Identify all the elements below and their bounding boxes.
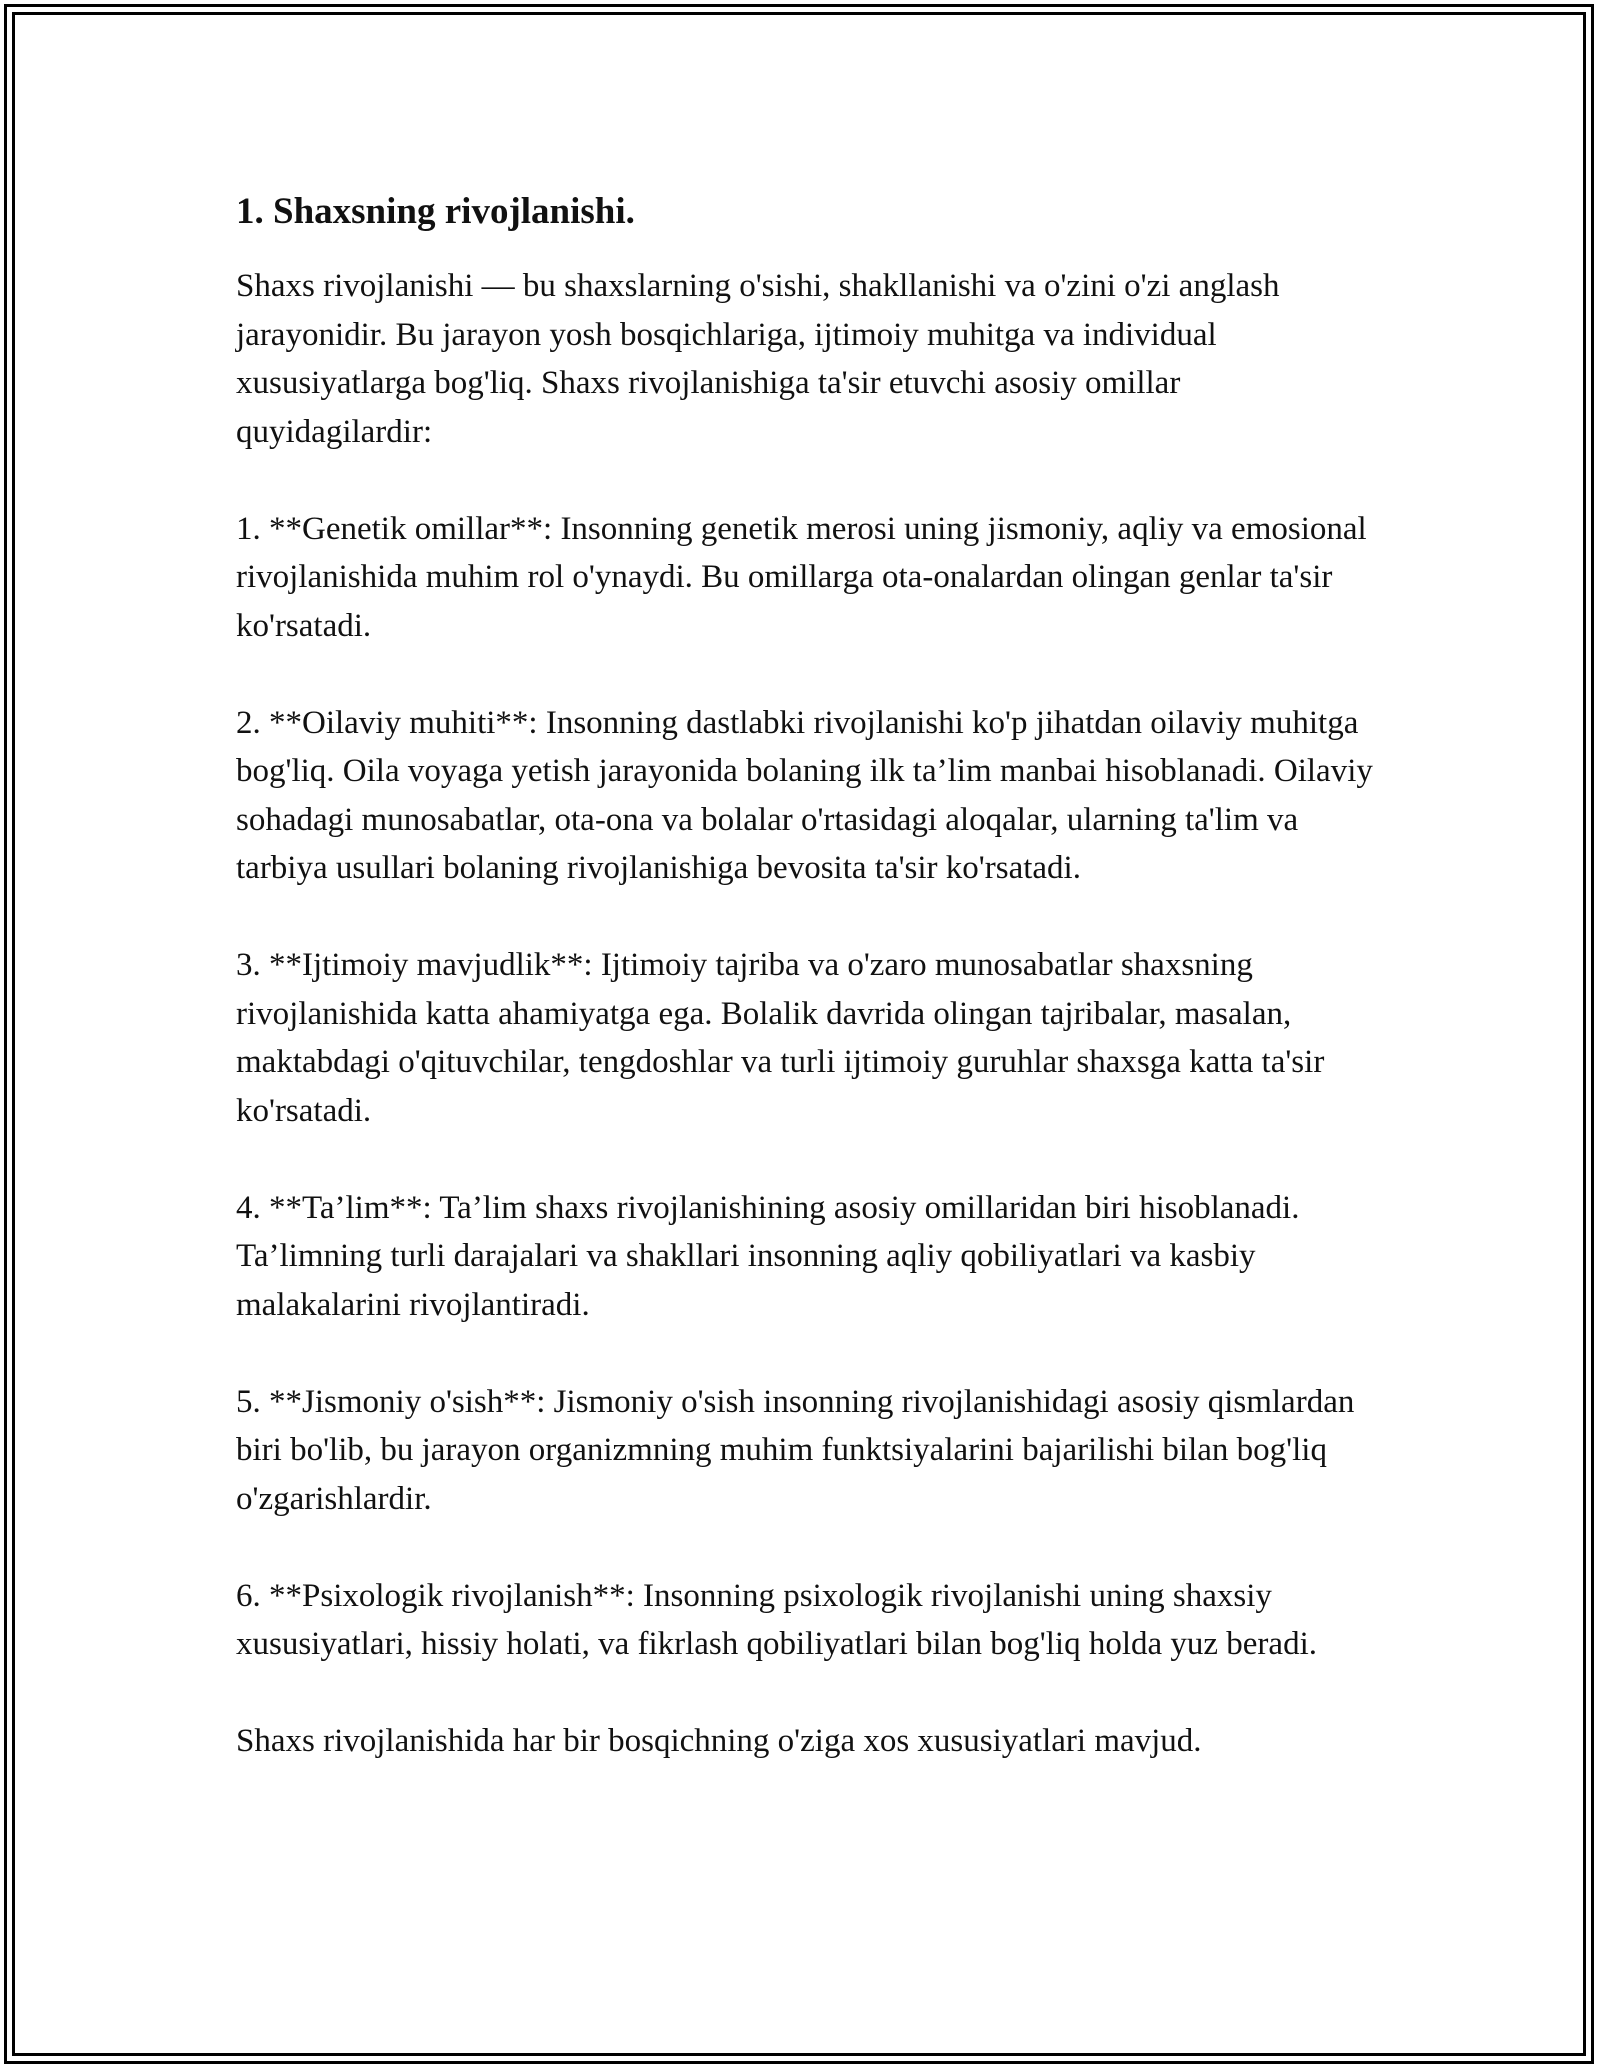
- paragraph-education: 4. **Ta’lim**: Ta’lim shaxs rivojlanishining asosiy omillaridan biri hisoblanadi. Ta’limning turli darajalari va shakllari insonning aqliy qobiliyatlari va kasbiy malakalarini rivojlantiradi.: [236, 1189, 1300, 1323]
- paragraph-social-existence: 3. **Ijtimoiy mavjudlik**: Ijtimoiy tajriba va o'zaro munosabatlar shaxsning rivojlanishida katta ahamiyatga ega. Bolalik davrida olingan tajribalar, masalan, maktabdagi o'qituvchilar, tengdoshlar va turli ijtimoiy guruhlar shaxsga katta ta'sir ko'rsatadi.: [236, 947, 1325, 1129]
- paragraph-genetic-factors: 1. **Genetik omillar**: Insonning genetik merosi uning jismoniy, aqliy va emosional rivojlanishida muhim rol o'ynaydi. Bu omillarga ota-onalardan olingan genlar ta'sir ko'rsatadi.: [236, 510, 1367, 644]
- document-body: [236, 188, 1376, 1766]
- paragraph-intro: Shaxs rivojlanishi — bu shaxslarning o'sishi, shakllanishi va o'zini o'zi anglash jarayonidir. Bu jarayon yosh bosqichlariga, ijtimoiy muhitga va individual xususiyatlarga bog'liq. Shaxs rivojlanishiga ta'sir etuvchi asosiy omillar quyidagilardir:: [236, 268, 1280, 450]
- document-title: 1. Shaxsning rivojlanishi.: [236, 191, 635, 232]
- paragraph-psychological-development: 6. **Psixologik rivojlanish**: Insonning psixologik rivojlanishi uning shaxsiy xususiyatlari, hissiy holati, va fikrlash qobiliyatlari bilan bog'liq holda yuz beradi.: [236, 1577, 1317, 1662]
- paragraph-family-environment: 2. **Oilaviy muhiti**: Insonning dastlabki rivojlanishi ko'p jihatdan oilaviy muhitga bog'liq. Oila voyaga yetish jarayonida bolaning ilk ta’lim manbai hisoblanadi. Oilaviy sohadagi munosabatlar, ota-ona va bolalar o'rtasidagi aloqalar, ularning ta'lim va tarbiya usullari bolaning rivojlanishiga bevosita ta'sir ko'rsatadi.: [236, 704, 1373, 886]
- paragraph-conclusion: Shaxs rivojlanishida har bir bosqichning o'ziga xos xususiyatlari mavjud.: [236, 1723, 1202, 1759]
- paragraph-physical-growth: 5. **Jismoniy o'sish**: Jismoniy o'sish insonning rivojlanishidagi asosiy qismlardan biri bo'lib, bu jarayon organizmning muhim funktsiyalarini bajarilishi bilan bog'liq o'zgarishlardir.: [236, 1383, 1355, 1517]
